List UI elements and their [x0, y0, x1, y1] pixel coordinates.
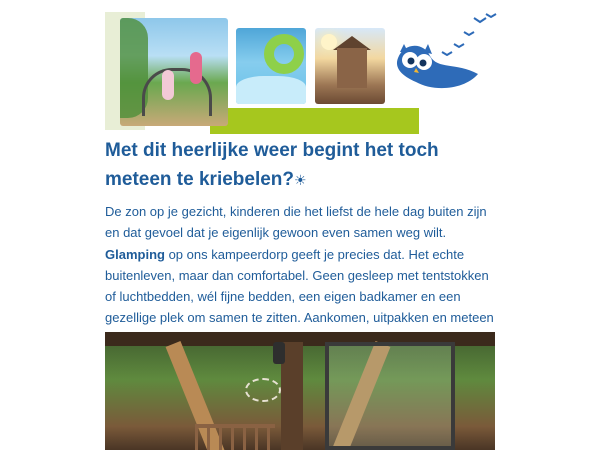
title-line-1: Met dit heerlijke weer begint het toch — [105, 140, 439, 161]
playground-photo — [120, 18, 228, 126]
title-line-2: meteen te kriebelen? — [105, 169, 295, 190]
page-title — [105, 136, 485, 195]
railing-shape — [195, 424, 275, 450]
glamping-paragraph-text: op ons kampeerdorp geeft je precies dat. Het echte buitenleven, maar dan comfortabel. Geen gesleep met tentstokken of luchtbedden, wél fijne bedden, een eigen badkamer en een gezellige plek om samen te zitten. Aankomen, uitpakken en meteen — [105, 247, 494, 325]
flying-birds-icon — [440, 12, 500, 56]
water-splash-shape — [236, 76, 306, 104]
green-decor-bar — [210, 108, 419, 134]
intro-paragraph: De zon op je gezicht, kinderen die het liefst de hele dag buiten zijn en dat gevoel dat je eigenlijk gewoon even samen weg wilt. — [105, 204, 487, 240]
treehouse-photo — [315, 28, 385, 104]
glamping-tent-photo — [105, 332, 495, 450]
hero-collage — [0, 0, 600, 140]
decor-ornament-shape — [245, 378, 281, 402]
glamping-highlight: Glamping — [105, 247, 165, 262]
treehouse-shape — [337, 48, 367, 88]
sun-sparkle-icon: ☀ — [294, 172, 307, 188]
child-figure — [162, 70, 174, 100]
slide-tube-shape — [264, 34, 304, 74]
lantern-icon — [273, 342, 285, 364]
waterslide-photo — [236, 28, 306, 104]
child-figure — [190, 52, 202, 84]
glass-door-shape — [325, 342, 455, 450]
